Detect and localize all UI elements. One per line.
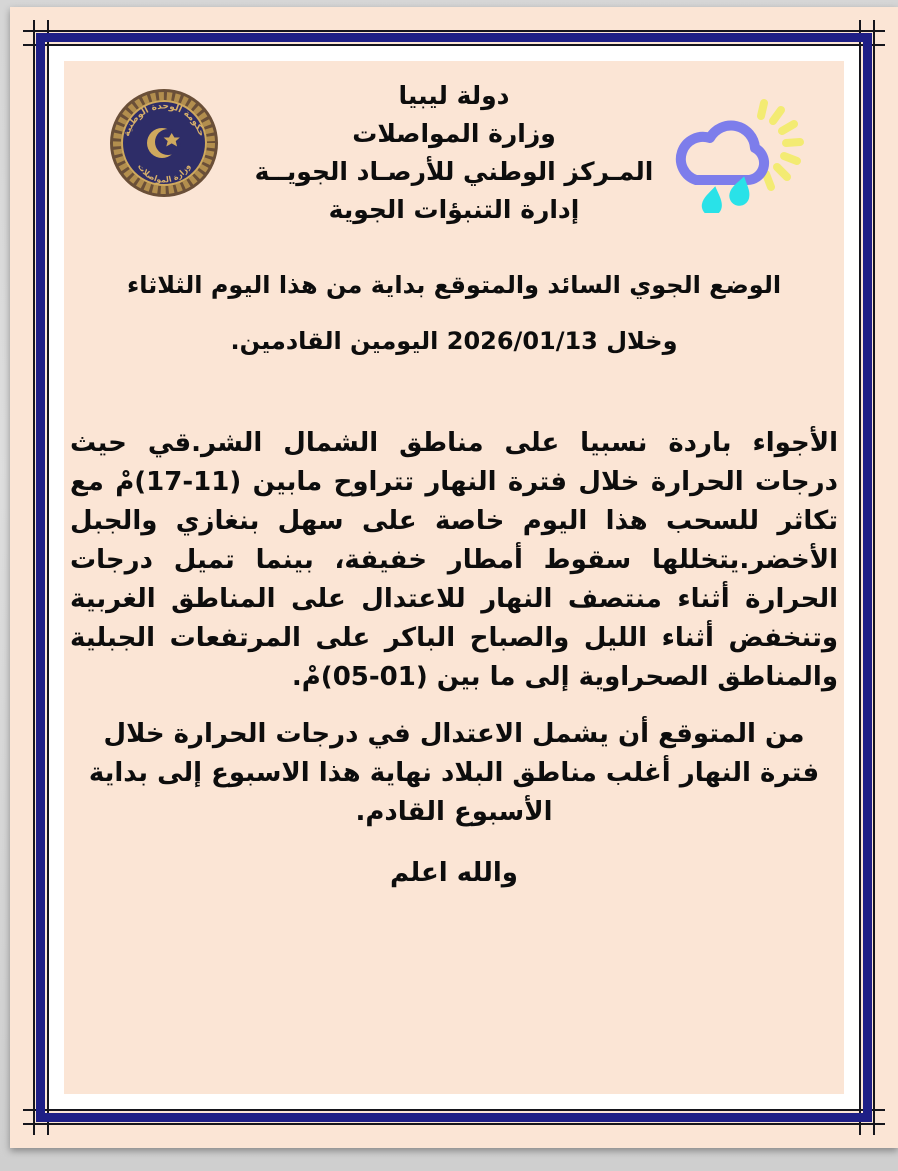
frame-line [47, 20, 49, 1135]
frame-line [23, 1109, 885, 1111]
frame-line [33, 20, 35, 1135]
cloud-outline-icon [681, 126, 764, 181]
frame-line [23, 30, 885, 32]
document-page [10, 7, 898, 1148]
bulletin-title [68, 268, 840, 358]
frame-line [873, 20, 875, 1135]
document-content [64, 61, 844, 1094]
seal-top-text: حكومة الوحدة الوطنية [122, 101, 206, 138]
forecast-paragraph-2: من المتوقع أن يشمل الاعتدال في درجات الحرارة خلال فترة النهار أغلب مناطق البلاد نهاية هذا الاسبوع إلى بداية الأسبوع القادم. [88, 719, 820, 827]
header-department: إدارة التنبؤات الجوية [328, 195, 580, 224]
frame-line [23, 1123, 885, 1125]
closing-phrase: والله اعلم [390, 858, 518, 888]
header-center: المـركز الوطني للأرصـاد الجويــة [254, 157, 654, 186]
title-line2-date: وخلال 2026/01/13 اليومين القادمين. [230, 327, 678, 355]
title-line1: الوضع الجوي السائد والمتوقع بداية من هذا اليوم الثلاثاء [126, 271, 782, 299]
forecast-paragraph-1: الأجواء باردة نسبيا على مناطق الشمال الشر.قي حيث درجات الحرارة خلال فترة النهار تتراوح مابين (11-17)مْ مع تكاثر للسحب هذا اليوم خاصة على سهل بنغازي والجبل الأخضر.يتخللها سقوط أمطار خفيفة، بينما تميل درجات الحرارة أثناء منتصف النهار للاعتدال على المناطق الغربية وتنخفض أثناء الليل والصباح الباكر على المرتفعات الجبلية والمناطق الصحراوية إلى ما بين (01-05)مْ. [70, 428, 838, 692]
seal-bottom-text: وزارة المواصلات [135, 162, 193, 185]
frame-line [23, 44, 885, 46]
sun-rays-icon [761, 103, 800, 187]
frame-line [859, 20, 861, 1135]
masthead [68, 61, 840, 236]
ministry-seal-logo [108, 87, 220, 199]
header-country: دولة ليبيا [398, 81, 510, 110]
header-ministry: وزارة المواصلات [352, 119, 556, 148]
rain-cloud-sun-icon [658, 95, 808, 213]
